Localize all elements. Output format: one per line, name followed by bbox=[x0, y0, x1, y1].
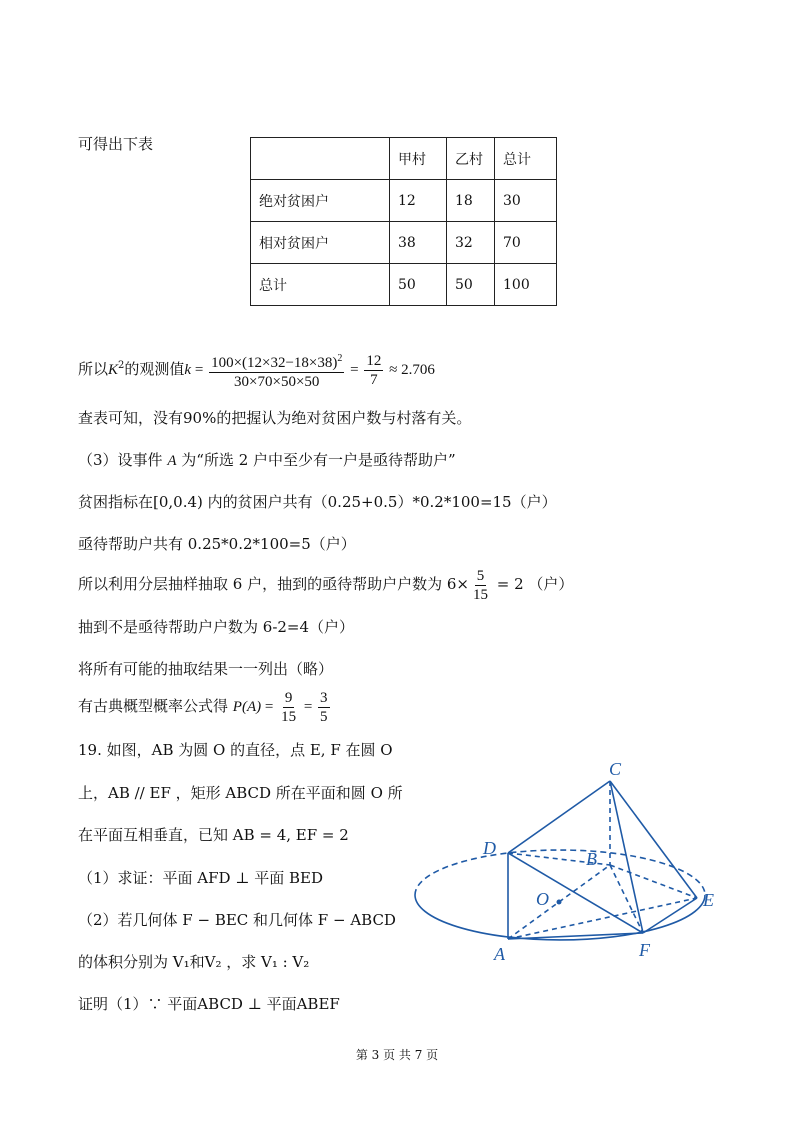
equals-sign: = bbox=[346, 362, 363, 378]
k2-denominator: 30×70×50×50 bbox=[234, 373, 320, 390]
table-cell: 相对贫困户 bbox=[251, 222, 390, 264]
k2-result-numerator: 12 bbox=[366, 352, 382, 369]
table-cell: 50 bbox=[390, 264, 447, 306]
question-19-line-3: 在平面互相垂直，已知 AB = 4, EF = 2 bbox=[78, 826, 349, 844]
question-3-text bbox=[78, 450, 456, 471]
equals-sign: = bbox=[300, 699, 317, 715]
geometry-figure bbox=[405, 755, 735, 985]
table-cell: 32 bbox=[447, 222, 495, 264]
label-O: O bbox=[536, 889, 549, 909]
table-header-row bbox=[251, 138, 557, 180]
table-cell: 100 bbox=[495, 264, 557, 306]
k2-prefix: 所以 bbox=[78, 360, 109, 378]
k2-approx-value: ≈ 2.706 bbox=[385, 362, 435, 378]
data-table bbox=[250, 137, 557, 306]
table-cell: 38 bbox=[390, 222, 447, 264]
label-F: F bbox=[639, 940, 650, 960]
intro-text: 可得出下表 bbox=[78, 135, 154, 153]
equals-sign: = bbox=[191, 362, 208, 378]
probability-result bbox=[318, 689, 330, 726]
calc-line-1: 贫困指标在[0,0.4) 内的贫困户共有（0.25+0.5）*0.2*100=15（户） bbox=[78, 493, 557, 511]
k2-symbol: K bbox=[108, 362, 119, 378]
table-cell: 绝对贫困户 bbox=[251, 180, 390, 222]
table-cell: 甲村 bbox=[390, 138, 447, 180]
label-A: A bbox=[494, 944, 505, 964]
k2-numerator: 100×(12×32−18×38) bbox=[211, 354, 338, 371]
calc-line-4: 抽到不是亟待帮助户户数为 6-2=4（户） bbox=[78, 618, 355, 636]
table-cell: 乙村 bbox=[447, 138, 495, 180]
k-variable: k bbox=[184, 362, 192, 378]
table-cell: 18 bbox=[447, 180, 495, 222]
prob-numerator: 9 bbox=[284, 689, 293, 706]
l3-denominator: 15 bbox=[472, 586, 488, 603]
table-cell bbox=[251, 138, 390, 180]
calc-line-2: 亟待帮助户共有 0.25*0.2*100=5（户） bbox=[78, 535, 356, 553]
event-variable: A bbox=[167, 453, 177, 469]
table-row bbox=[251, 264, 557, 306]
prob-result-denominator: 5 bbox=[320, 708, 328, 725]
edge-DC bbox=[508, 781, 610, 853]
l3-part-b: = 2 （户） bbox=[491, 575, 574, 593]
k2-result-fraction bbox=[364, 352, 383, 389]
question-19-line-5: （2）若几何体 F − BEC 和几何体 F − ABCD bbox=[78, 911, 396, 929]
k2-numerator-exponent: 2 bbox=[337, 352, 343, 364]
label-B: B bbox=[586, 849, 597, 869]
table-row bbox=[251, 222, 557, 264]
q3-part-b: 为“所选 2 户中至少有一户是亟待帮助户” bbox=[176, 451, 456, 469]
l3-fraction bbox=[471, 567, 490, 604]
calc-line-3 bbox=[78, 566, 573, 604]
table-cell: 50 bbox=[447, 264, 495, 306]
table-row bbox=[251, 180, 557, 222]
table-cell: 70 bbox=[495, 222, 557, 264]
table-cell: 总计 bbox=[495, 138, 557, 180]
k2-mid: 的观测值 bbox=[124, 360, 185, 378]
calc-line-5: 将所有可能的抽取结果一一列出（略） bbox=[78, 660, 334, 678]
proof-line: 证明（1）∵ 平面ABCD ⊥ 平面ABEF bbox=[78, 995, 340, 1013]
conclusion-text: 查表可知，没有90%的把握认为绝对贫困户数与村落有关。 bbox=[78, 409, 472, 427]
table-cell: 30 bbox=[495, 180, 557, 222]
prob-denominator: 15 bbox=[281, 708, 297, 725]
l6-part-a: 有古典概型概率公式得 bbox=[78, 697, 233, 715]
table-cell: 12 bbox=[390, 180, 447, 222]
probability-fraction bbox=[279, 689, 298, 726]
question-19-line-4: （1）求证：平面 AFD ⊥ 平面 BED bbox=[78, 869, 323, 887]
center-point bbox=[557, 900, 562, 905]
circle-back-arc bbox=[415, 850, 705, 895]
k2-exponent: 2 bbox=[118, 360, 125, 371]
probability-symbol: P(A) bbox=[232, 699, 262, 715]
label-E: E bbox=[703, 890, 714, 910]
question-19-line-2: 上，AB // EF ，矩形 ABCD 所在平面和圆 O 所 bbox=[78, 784, 403, 802]
l3-part-a: 所以利用分层抽样抽取 6 户，抽到的亟待帮助户户数为 6× bbox=[78, 575, 469, 593]
k2-fraction bbox=[209, 350, 344, 391]
page-footer: 第 3 页 共 7 页 bbox=[355, 1048, 439, 1062]
equals-sign: = bbox=[261, 699, 278, 715]
k2-formula-line bbox=[78, 346, 435, 391]
q3-part-a: （3）设事件 bbox=[78, 451, 168, 469]
probability-line bbox=[78, 688, 332, 726]
label-C: C bbox=[609, 759, 622, 779]
k2-result-denominator: 7 bbox=[370, 371, 378, 388]
l3-numerator: 5 bbox=[476, 567, 485, 584]
question-19-line-1: 19. 如图，AB 为圆 O 的直径，点 E, F 在圆 O bbox=[78, 741, 393, 759]
prob-result-numerator: 3 bbox=[320, 689, 328, 706]
label-D: D bbox=[483, 838, 496, 858]
question-19-line-6: 的体积分别为 V₁和V₂ ，求 V₁ : V₂ bbox=[78, 953, 310, 971]
table-cell: 总计 bbox=[251, 264, 390, 306]
